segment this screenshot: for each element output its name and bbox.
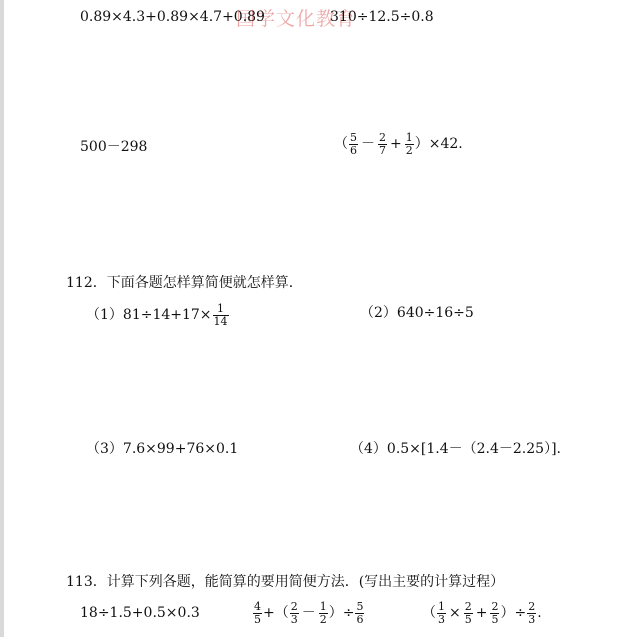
fraction: $\frac{2}{5}$: [491, 599, 499, 626]
fraction: $\frac{2}{7}$: [379, 130, 386, 157]
problem-111-1: 0.89×4.3+0.89×4.7+0.89: [80, 9, 265, 25]
problem-112-1: [86, 300, 230, 330]
fraction: $\frac{5}{6}$: [356, 599, 364, 626]
operator: +: [390, 136, 402, 152]
problem-113-1: 18÷1.5+0.5×0.3: [80, 605, 200, 621]
fraction: $\frac{4}{5}$: [254, 599, 261, 626]
problem-111-3: 500－298: [80, 139, 148, 155]
watermark: 国学文化教育: [236, 8, 357, 30]
operator: －: [301, 605, 316, 621]
fraction: $\frac{2}{3}$: [290, 599, 298, 626]
period: .: [537, 605, 542, 621]
fraction: $\frac{1}{3}$: [438, 599, 445, 626]
fraction: $\frac{2}{3}$: [528, 599, 536, 626]
operator: －: [361, 136, 375, 152]
question-112-title: 112．下面各题怎样算简便就怎样算．: [66, 275, 303, 291]
operator: +: [475, 605, 488, 621]
problem-113-3: [422, 598, 542, 628]
expression-text: ）÷: [500, 605, 527, 621]
expression-text: ）÷: [328, 605, 355, 621]
problem-112-3: （3）7.6×99+76×0.1: [86, 441, 239, 457]
problem-113-2: [252, 598, 365, 628]
fraction: $\frac{1}{2}$: [319, 599, 327, 626]
fraction: $\frac{2}{5}$: [464, 599, 472, 626]
expression-tail: ）×42.: [414, 136, 463, 152]
paren-open: （: [334, 136, 348, 152]
operator: ×: [449, 605, 461, 621]
fraction: $\frac{5}{6}$: [350, 130, 357, 157]
problem-111-4: [334, 130, 463, 158]
fraction: $\frac{1}{2}$: [405, 130, 413, 157]
expression-text: （1）81÷14+17×: [86, 307, 212, 323]
page-edge: [0, 0, 4, 637]
problem-112-4: （4）0.5×[1.4－（2.4－2.25）].: [350, 441, 561, 457]
question-113-title: 113．计算下列各题，能简算的要用简便方法．(写出主要的计算过程）: [66, 574, 505, 590]
problem-111-2: 310÷12.5÷0.8: [330, 9, 434, 25]
problem-112-2: （2）640÷16÷5: [360, 305, 474, 321]
fraction: $\frac{1}{14}$: [213, 301, 228, 328]
expression-text: +（: [263, 605, 289, 621]
paren-open: （: [422, 605, 436, 621]
